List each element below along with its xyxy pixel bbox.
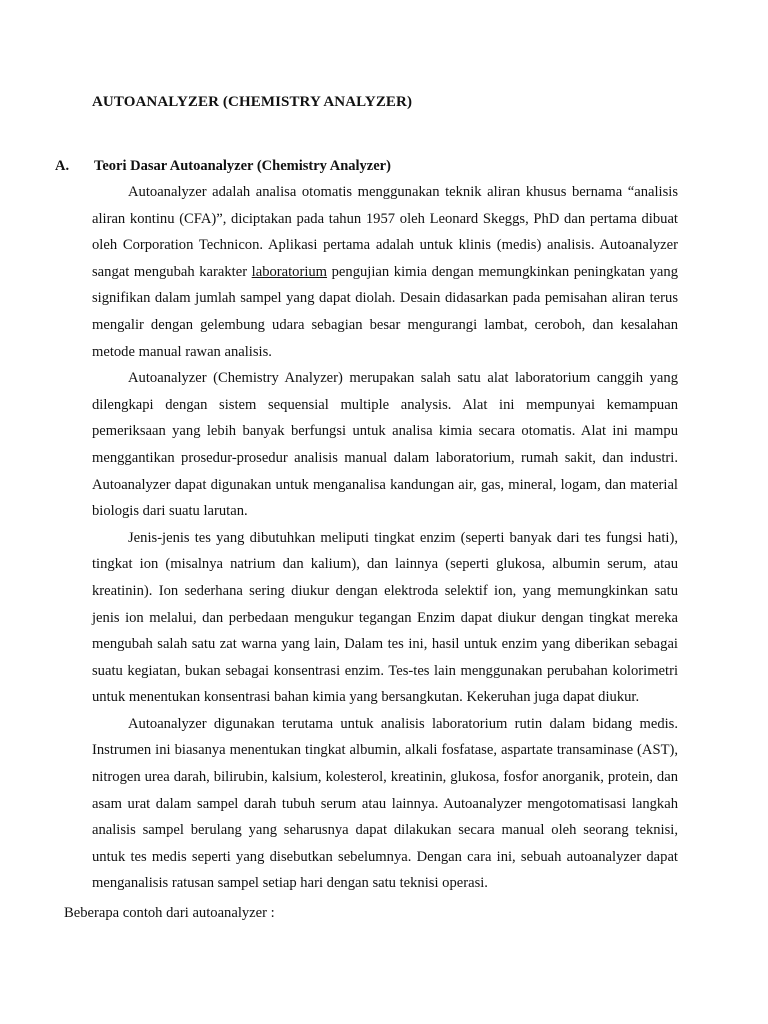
paragraph-3: Jenis-jenis tes yang dibutuhkan meliputi tingkat enzim (seperti banyak dari tes fungsi hati), tingkat ion (misalnya natrium dan kalium), dan lainnya (seperti glukosa, albumin serum, atau kreatinin). Ion sederhana sering diukur dengan elektroda selektif ion, yang memungkinkan satu jenis ion melalui, dan perbedaan mengukur tegangan Enzim dapat diukur dengan tingkat mereka mengubah salah satu zat warna yang lain, Dalam tes ini, hasil untuk enzim yang diberikan sebagai suatu kegiatan, bukan sebagai konsentrasi enzim. Tes-tes lain menggunakan perubahan kolorimetri untuk menentukan konsentrasi bahan kimia yang bersangkutan. Kekeruhan juga dapat diukur. [92, 529, 678, 706]
section-heading [55, 158, 391, 175]
paragraph-1 [92, 179, 678, 365]
section-title: Teori Dasar Autoanalyzer (Chemistry Analyzer) [94, 158, 391, 174]
body-text [92, 179, 678, 897]
underlined-word-laboratorium: laboratorium [251, 263, 328, 280]
paragraph-1-text-before: Autoanalyzer adalah analisa otomatis menggunakan teknik aliran khusus bernama “analisis aliran kontinu (CFA)”, diciptakan pada tahun 1957 oleh Leonard Skeggs, PhD dan pertama dibuat oleh Corporation Technicon. Aplikasi pertama adalah untuk klinis (medis) analisis. Autoanalyzer sangat mengubah karakter [92, 184, 678, 280]
paragraph-1-text-after: pengujian kimia dengan memungkinkan peningkatan yang signifikan dalam jumlah sampel yang dapat diolah. Desain didasarkan pada pemisahan aliran terus mengalir dengan gelembung udara sebagian besar mengurangi lambat, ceroboh, dan kesalahan metode manual rawan analisis. [92, 263, 678, 360]
section-number: A. [55, 158, 70, 174]
examples-lead-in: Beberapa contoh dari autoanalyzer : [64, 905, 275, 921]
paragraph-2: Autoanalyzer (Chemistry Analyzer) merupakan salah satu alat laboratorium canggih yang dilengkapi dengan sistem sequensial multiple analysis. Alat ini mempunyai kemampuan pemeriksaan yang lebih banyak berfungsi untuk analisa kimia secara otomatis. Alat ini mampu menggantikan prosedur-prosedur analisis manual dalam laboratorium, rumah sakit, dan industri. Autoanalyzer dapat digunakan untuk menganalisa kandungan air, gas, mineral, logam, dan material biologis dari suatu larutan. [92, 370, 678, 520]
paragraph-4: Autoanalyzer digunakan terutama untuk analisis laboratorium rutin dalam bidang medis. Instrumen ini biasanya menentukan tingkat albumin, alkali fosfatase, aspartate transaminase (AST), nitrogen urea darah, bilirubin, kalsium, kolesterol, kreatinin, glukosa, fosfor anorganik, protein, dan asam urat dalam sampel darah tubuh serum atau lainnya. Autoanalyzer mengotomatisasi langkah analisis sampel berulang yang seharusnya dapat dilakukan secara manual oleh seorang teknisi, untuk tes medis seperti yang disebutkan sebelumnya. Dengan cara ini, sebuah autoanalyzer dapat menganalisis ratusan sampel setiap hari dengan satu teknisi operasi. [92, 715, 678, 892]
document-title: AUTOANALYZER (CHEMISTRY ANALYZER) [92, 94, 413, 110]
